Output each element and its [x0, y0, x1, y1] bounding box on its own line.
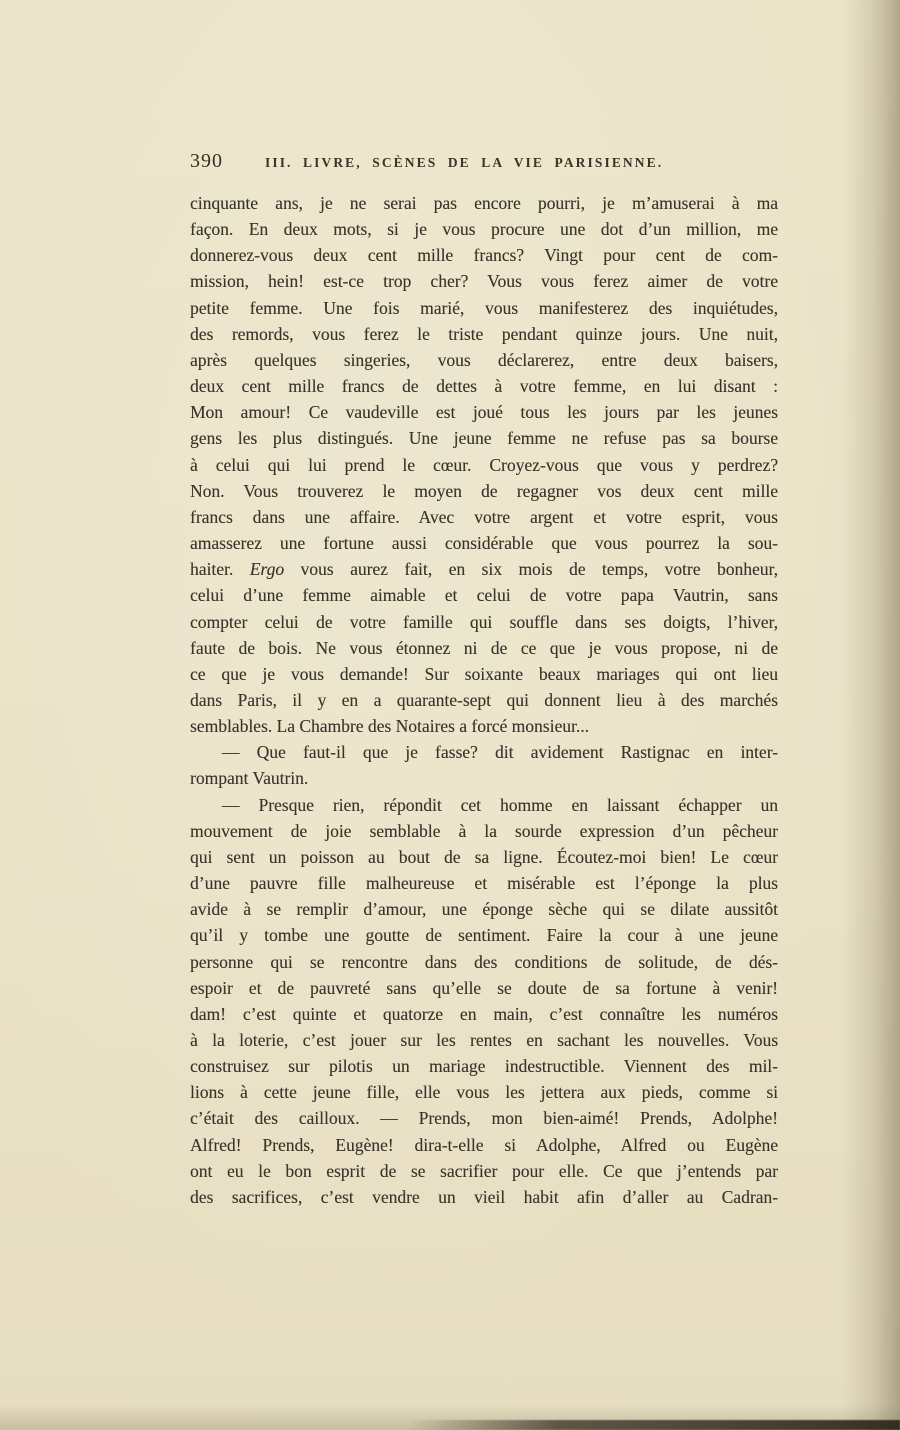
text-segment: mission, hein! est-ce trop cher? Vous vous ferez aimer de votre — [190, 271, 778, 292]
text-segment: faute de bois. Ne vous étonnez ni de ce que je vous propose, ni de — [190, 637, 778, 658]
text-line — [190, 373, 778, 399]
text-segment: construisez sur pilotis un mariage indestructible. Viennent des mil- — [190, 1056, 778, 1077]
page-edge-shadow-right — [842, 0, 900, 1430]
text-segment: Non. Vous trouverez le moyen de regagner vos deux cent mille — [190, 480, 778, 501]
text-segment: — Presque rien, répondit cet homme en laissant échapper un — [222, 794, 778, 815]
text-segment: — Que faut-il que je fasse? dit avidement Rastignac en inter- — [222, 742, 778, 763]
text-line — [190, 1105, 778, 1131]
text-line — [190, 818, 778, 844]
text-segment: dam! c’est quinte et quatorze en main, c’est connaître les numéros — [190, 1003, 778, 1024]
text-segment: personne qui se rencontre dans des conditions de solitude, de dés- — [190, 951, 778, 972]
text-line — [190, 268, 778, 294]
page-edge-shadow-bottom — [0, 1404, 900, 1430]
text-line — [190, 504, 778, 530]
text-line — [190, 609, 778, 635]
text-segment: petite femme. Une fois marié, vous manifesterez des inquiétudes, — [190, 297, 778, 318]
text-segment: rompant Vautrin. — [190, 768, 309, 789]
text-line — [190, 765, 778, 791]
text-segment: des sacrifices, c’est vendre un vieil habit afin d’aller au Cadran- — [190, 1186, 778, 1207]
text-line — [190, 399, 778, 425]
page-header — [190, 150, 778, 173]
text-line — [190, 713, 778, 739]
text-line — [190, 478, 778, 504]
running-header: III. LIVRE, SCÈNES DE LA VIE PARISIENNE. — [265, 155, 664, 170]
text-segment: qui sent un poisson au bout de sa ligne. Écoutez-moi bien! Le cœur — [190, 846, 778, 867]
text-line — [190, 295, 778, 321]
text-line — [190, 452, 778, 478]
text-segment: vous aurez fait, en six mois de temps, votre bonheur, — [284, 559, 779, 580]
paragraph — [190, 739, 778, 791]
text-segment: espoir et de pauvreté sans qu’elle se doute de sa fortune à venir! — [190, 977, 778, 998]
text-segment: des remords, vous ferez le triste pendant quinze jours. Une nuit, — [190, 323, 778, 344]
text-segment: façon. En deux mots, si je vous procure une dot d’un million, me — [190, 219, 778, 240]
text-line — [190, 896, 778, 922]
text-segment: ont eu le bon esprit de se sacrifier pour elle. Ce que j’entends par — [190, 1160, 778, 1181]
text-line — [190, 975, 778, 1001]
text-segment: après quelques singeries, vous déclarerez, entre deux baisers, — [190, 349, 778, 370]
text-line — [190, 425, 778, 451]
text-segment: à celui qui lui prend le cœur. Croyez-vous que vous y perdrez? — [190, 454, 778, 475]
text-segment: amasserez une fortune aussi considérable que vous pourrez la sou- — [190, 533, 778, 554]
text-line — [190, 582, 778, 608]
text-line — [190, 687, 778, 713]
text-segment: avide à se remplir d’amour, une éponge sèche qui se dilate aussitôt — [190, 899, 778, 920]
text-segment: semblables. La Chambre des Notaires a forcé monsieur... — [190, 716, 589, 737]
text-line — [190, 1027, 778, 1053]
text-segment: dans Paris, il y en a quarante-sept qui donnent lieu à des marchés — [190, 689, 778, 710]
text-line — [190, 1079, 778, 1105]
text-line — [190, 1158, 778, 1184]
text-line — [190, 321, 778, 347]
text-segment: Mon amour! Ce vaudeville est joué tous les jours par les jeunes — [190, 402, 778, 423]
text-line — [190, 792, 778, 818]
text-segment: compter celui de votre famille qui souffle dans ses doigts, l’hiver, — [190, 611, 778, 632]
text-segment: d’une pauvre fille malheureuse et misérable est l’éponge la plus — [190, 873, 778, 894]
text-line — [190, 949, 778, 975]
text-line — [190, 530, 778, 556]
text-segment: ce que je vous demande! Sur soixante beaux mariages qui ont lieu — [190, 663, 778, 684]
text-segment: c’était des cailloux. — Prends, mon bien-aimé! Prends, Adolphe! — [190, 1108, 778, 1129]
text-segment: Alfred! Prends, Eugène! dira-t-elle si Adolphe, Alfred ou Eugène — [190, 1134, 778, 1155]
text-line — [190, 190, 778, 216]
text-line — [190, 661, 778, 687]
text-segment: donnerez-vous deux cent mille francs? Vingt pour cent de com- — [190, 245, 778, 266]
text-line — [190, 844, 778, 870]
paragraph — [190, 190, 778, 739]
paragraph — [190, 792, 778, 1211]
text-segment: lions à cette jeune fille, elle vous les jettera aux pieds, comme si — [190, 1082, 778, 1103]
text-line — [190, 242, 778, 268]
text-line — [190, 216, 778, 242]
text-segment: francs dans une affaire. Avec votre argent et votre esprit, vous — [190, 506, 778, 527]
text-line — [190, 1001, 778, 1027]
text-line — [190, 1132, 778, 1158]
text-block — [190, 190, 778, 1210]
text-line — [190, 635, 778, 661]
page-number: 390 — [190, 150, 223, 172]
text-segment: celui d’une femme aimable et celui de votre papa Vautrin, sans — [190, 585, 778, 606]
text-line — [190, 556, 778, 582]
text-line — [190, 347, 778, 373]
text-segment: mouvement de joie semblable à la sourde expression d’un pêcheur — [190, 820, 778, 841]
text-segment: cinquante ans, je ne serai pas encore pourri, je m’amuserai à ma — [190, 193, 778, 213]
text-line — [190, 739, 778, 765]
text-segment: à la loterie, c’est jouer sur les rentes en sachant les nouvelles. Vous — [190, 1030, 778, 1050]
text-segment: gens les plus distingués. Une jeune femme ne refuse pas sa bourse — [190, 428, 778, 449]
text-line — [190, 922, 778, 948]
text-segment: deux cent mille francs de dettes à votre femme, en lui disant : — [190, 376, 778, 397]
text-segment: haiter. — [190, 559, 250, 580]
text-line — [190, 1184, 778, 1210]
text-line — [190, 870, 778, 896]
italic-text: Ergo — [249, 559, 285, 580]
text-line — [190, 1053, 778, 1079]
text-segment: qu’il y tombe une goutte de sentiment. Faire la cour à une jeune — [190, 925, 778, 946]
book-edge-dark-strip — [410, 1420, 900, 1430]
